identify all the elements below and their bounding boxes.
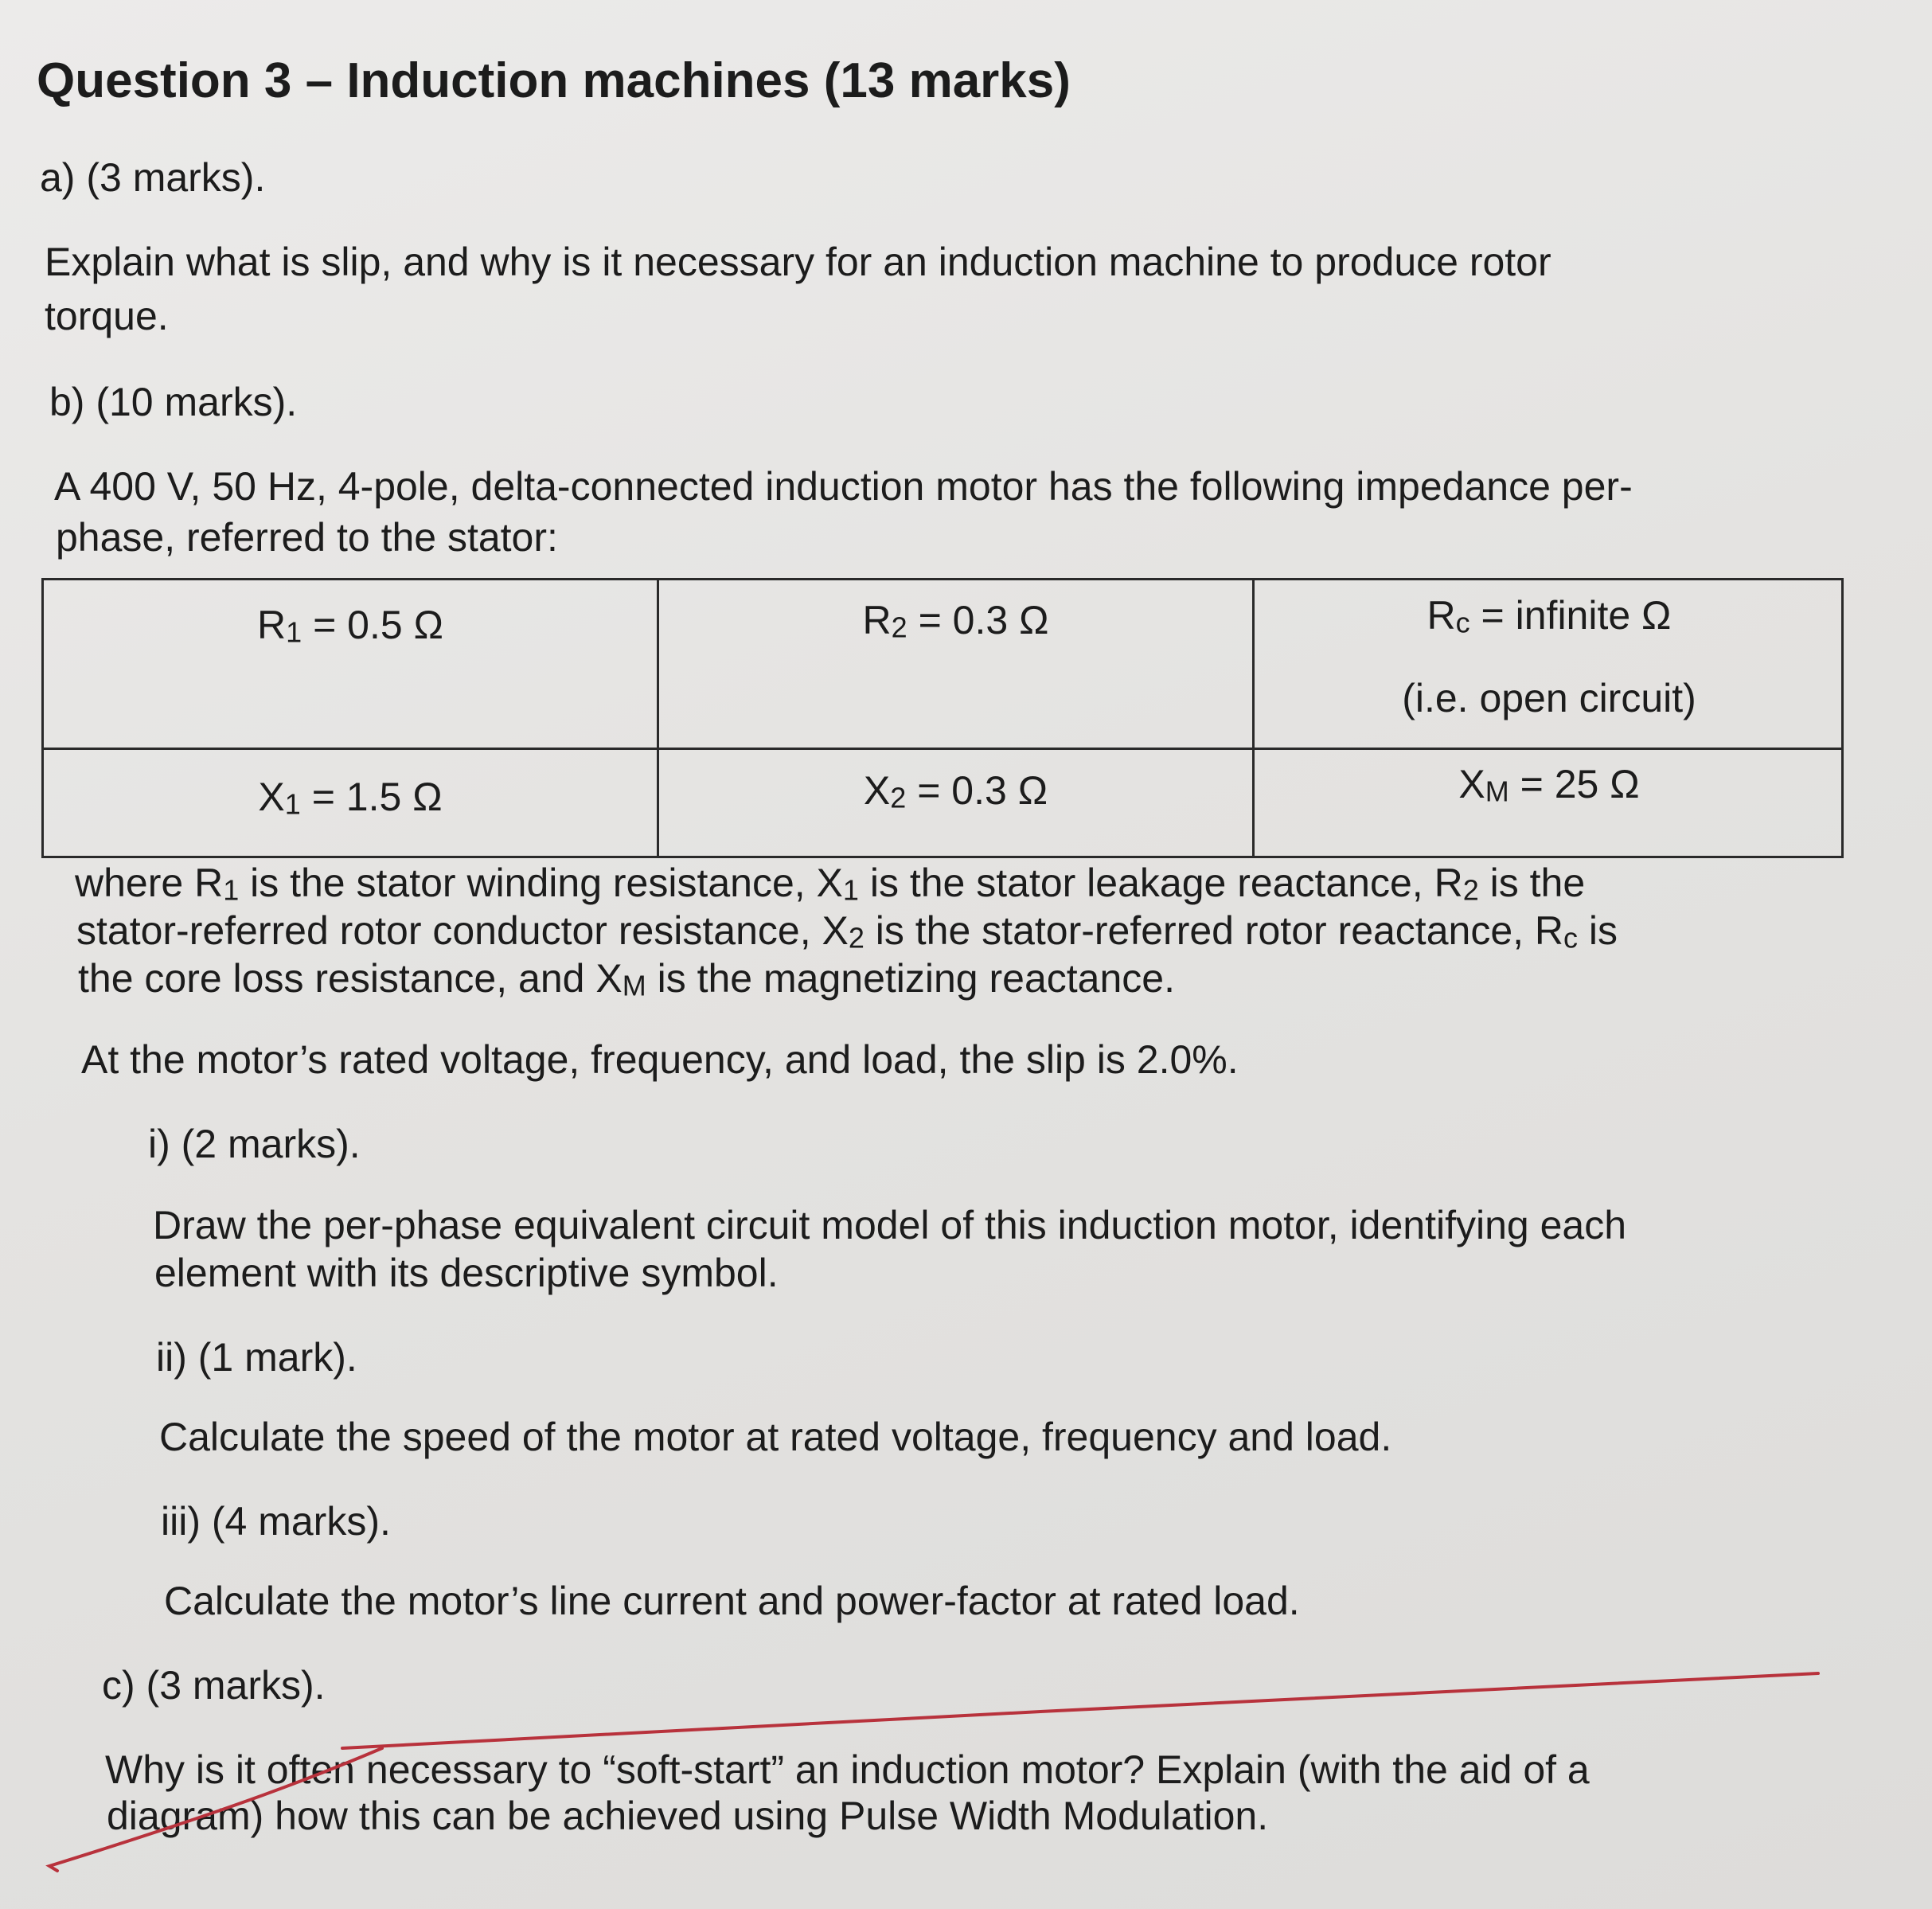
definitions-line3: the core loss resistance, and $X_M$ is the magnetizing reactance.: [78, 956, 1175, 1002]
slip-statement: At the motor’s rated voltage, frequency, and load, the slip is 2.0%.: [81, 1037, 1239, 1082]
question-title: Question 3 – Induction machines (13 marks): [37, 53, 1071, 108]
sub-ii-heading: ii) (1 mark).: [156, 1335, 357, 1380]
definitions-line1: where $R_1$ is the stator winding resistance, $X_1$ is the stator leakage reactance, $R_2$ is the: [75, 861, 1586, 907]
impedance-table: [41, 578, 1844, 858]
sub-ii-text: Calculate the speed of the motor at rated voltage, frequency and load.: [159, 1415, 1392, 1459]
cell-r2: $R_2 = 0.3$ Ω: [862, 598, 1049, 644]
sub-i-line2: element with its descriptive symbol.: [154, 1251, 779, 1295]
ink-stroke-top: [342, 1673, 1818, 1748]
cell-r1: $R_1 = 0.5$ Ω: [257, 603, 443, 649]
part-a-text-line1: Explain what is slip, and why is it necessary for an induction machine to produce rotor: [45, 240, 1551, 284]
sub-iii-text: Calculate the motor’s line current and power-factor at rated load.: [164, 1579, 1300, 1623]
cell-x2: $X_2 = 0.3$ Ω: [863, 768, 1048, 814]
part-c-line1: Why is it often necessary to “soft-start” an induction motor? Explain (with the aid of a: [105, 1747, 1590, 1792]
sub-iii-heading: iii) (4 marks).: [161, 1499, 391, 1544]
part-b-heading: b) (10 marks).: [49, 380, 298, 424]
part-b-intro-line2: phase, referred to the stator:: [56, 515, 558, 560]
cell-x1: $X_1 = 1.5$ Ω: [258, 775, 443, 821]
part-c-heading: c) (3 marks).: [102, 1663, 326, 1708]
cell-xm: $X_M = 25$ Ω: [1458, 762, 1640, 808]
cell-rc-note: (i.e. open circuit): [1402, 676, 1696, 720]
sub-i-heading: i) (2 marks).: [148, 1122, 361, 1166]
part-a-text-line2: torque.: [45, 294, 169, 338]
cell-rc: $R_c$ = infinite Ω: [1427, 593, 1672, 639]
table-divider: [44, 748, 1841, 750]
part-b-intro-line1: A 400 V, 50 Hz, 4-pole, delta-connected induction motor has the following impedance per-: [54, 464, 1633, 509]
part-a-heading: a) (3 marks).: [40, 155, 266, 200]
definitions-line2: stator-referred rotor conductor resistance, $X_2$ is the stator-referred rotor reactance, $R_c$ is: [76, 908, 1618, 955]
part-c-line2: diagram) how this can be achieved using Pulse Width Modulation.: [107, 1794, 1269, 1838]
sub-i-line1: Draw the per-phase equivalent circuit model of this induction motor, identifying each: [153, 1203, 1627, 1247]
